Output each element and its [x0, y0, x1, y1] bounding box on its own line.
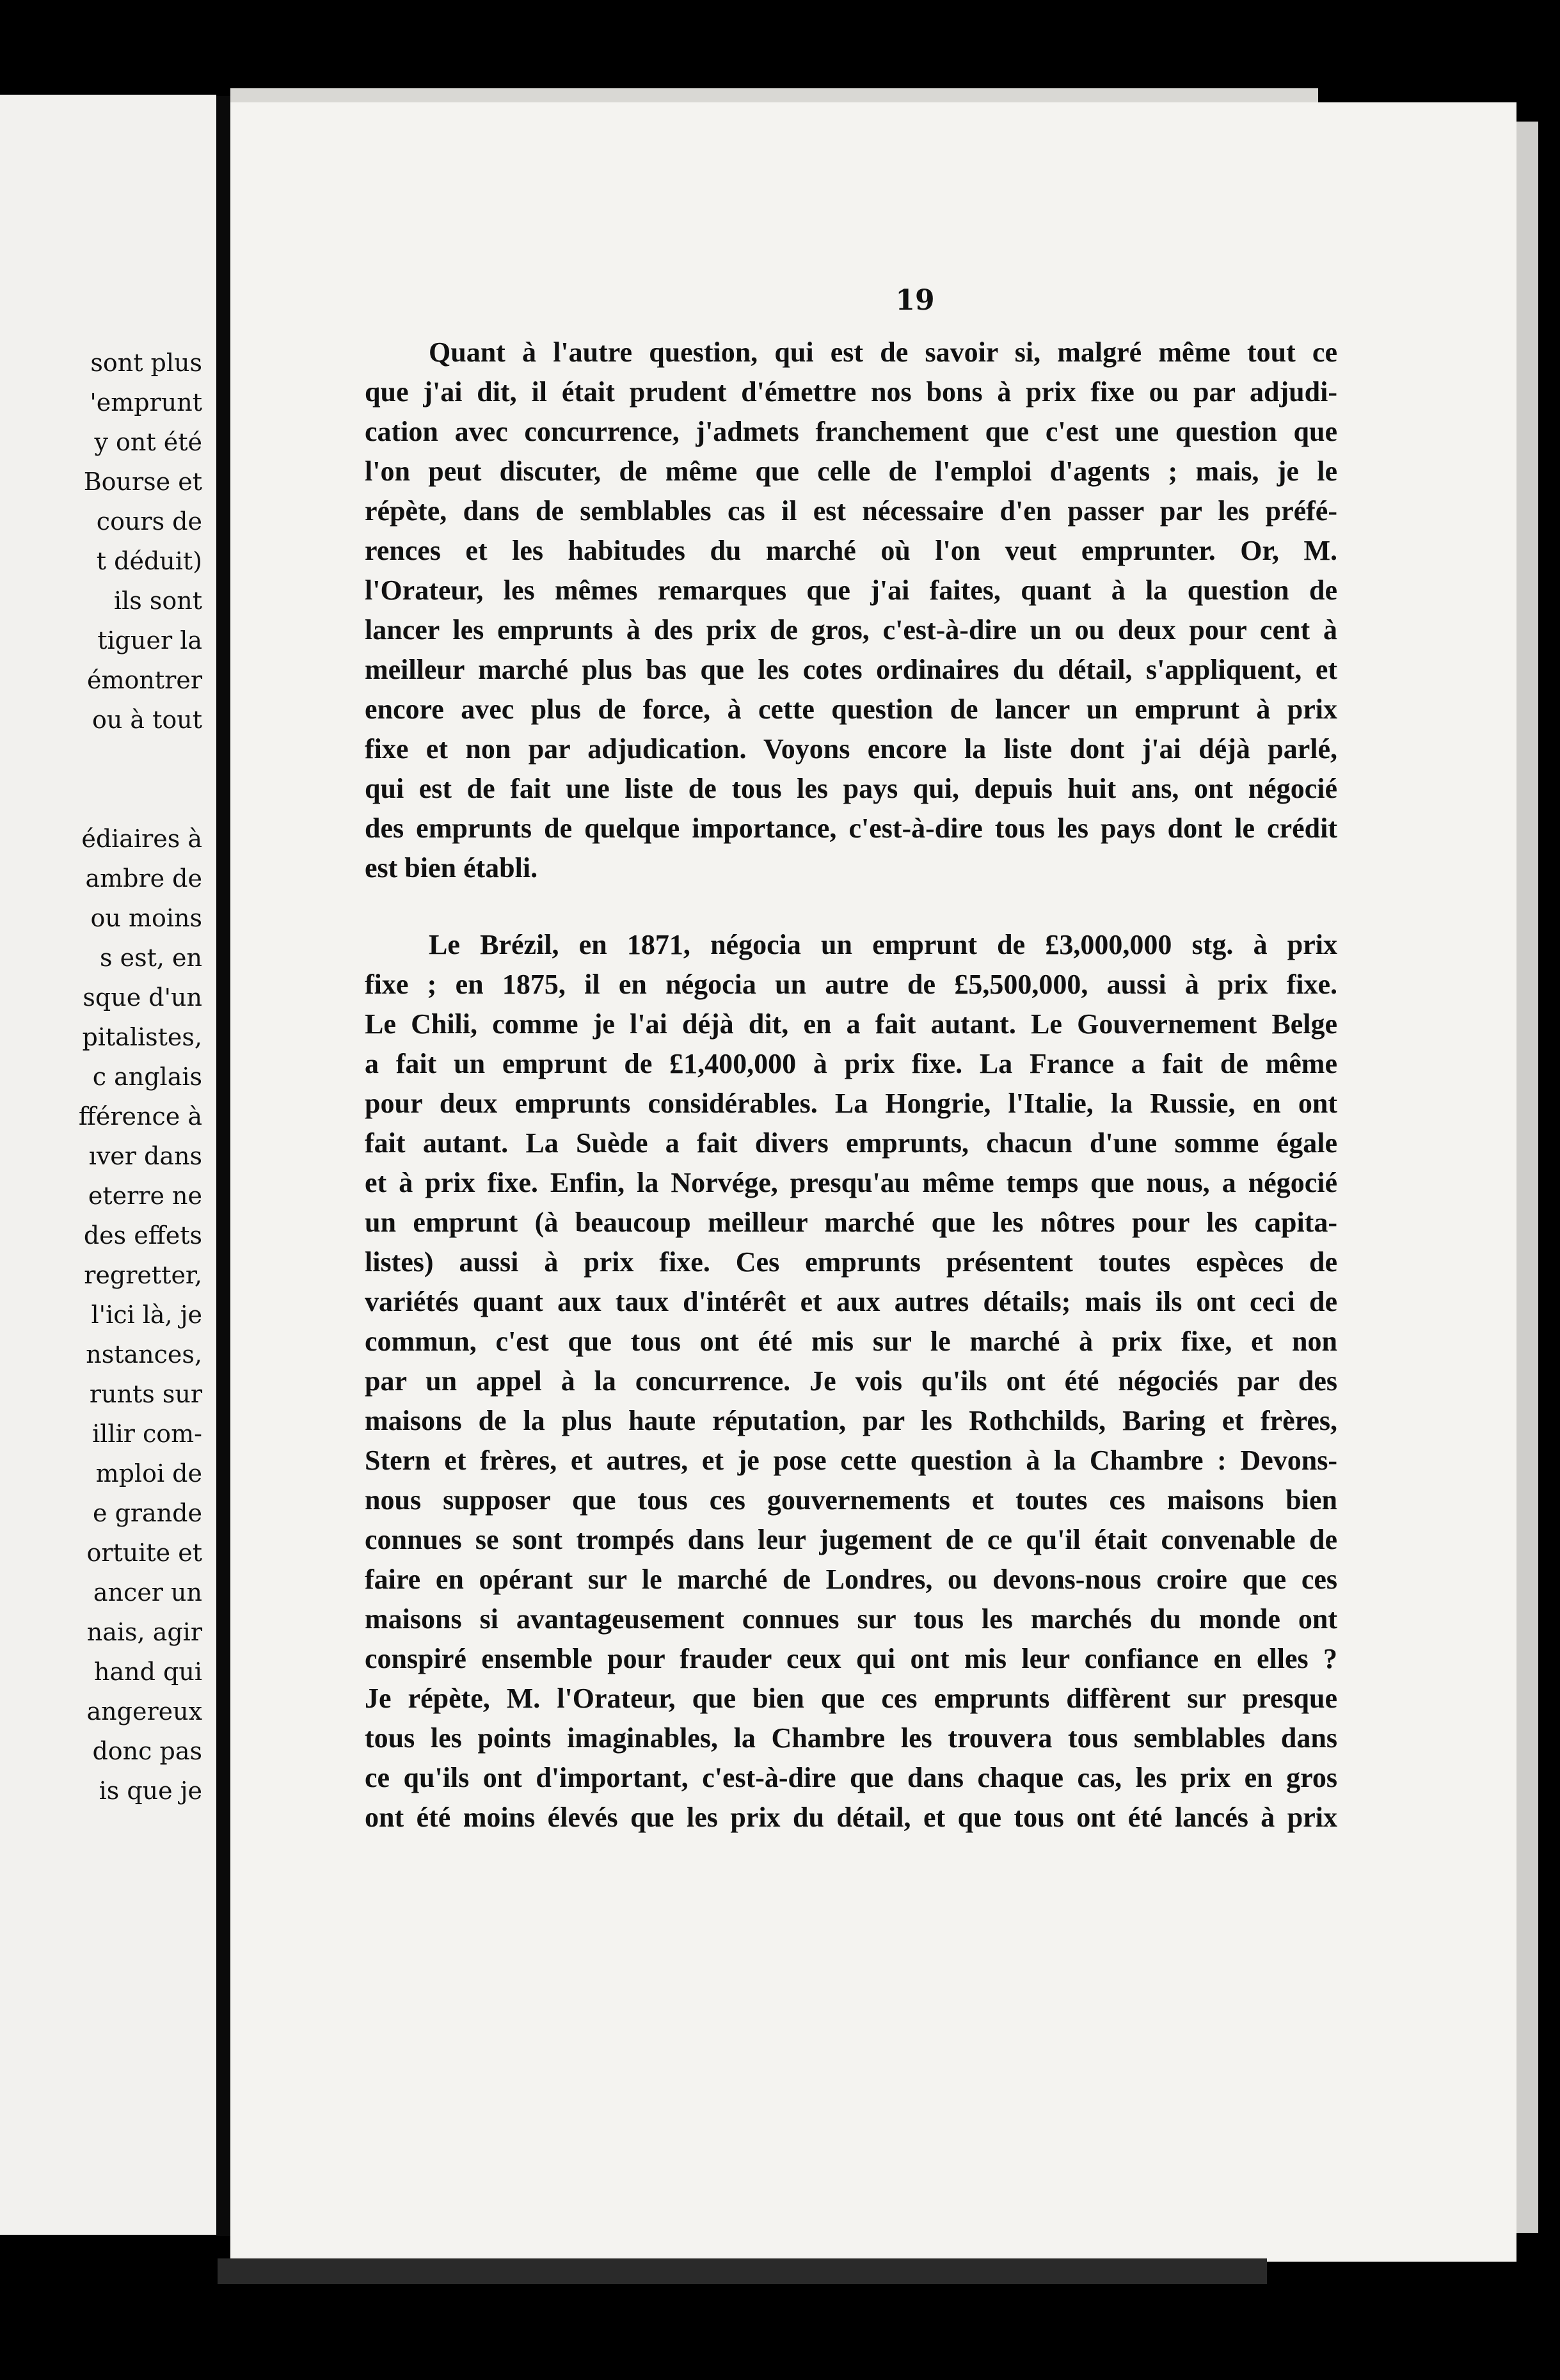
- previous-page-line: y ont été: [94, 428, 202, 456]
- text-line: tous les points imaginables, la Chambre les trouvera tous semblables dans: [365, 1722, 1337, 1754]
- previous-page-line: 'emprunt: [90, 388, 202, 416]
- text-line: l'on peut discuter, de même que celle de l'emploi d'agents ; mais, je le: [365, 456, 1337, 487]
- previous-page-line: ou moins: [90, 904, 202, 932]
- previous-page-line: émontrer: [87, 666, 202, 694]
- previous-page-gap: [0, 740, 202, 819]
- text-line: et à prix fixe. Enfin, la Norvége, presqu'au même temps que nous, a négocié: [365, 1167, 1337, 1198]
- main-page: [230, 102, 1516, 2262]
- previous-page-line: ortuite et: [86, 1539, 202, 1567]
- text-line: meilleur marché plus bas que les cotes ordinaires du détail, s'appliquent, et: [365, 654, 1337, 685]
- text-line: listes) aussi à prix fixe. Ces emprunts présentent toutes espèces de: [365, 1246, 1337, 1278]
- text-line: conspiré ensemble pour frauder ceux qui ont mis leur confiance en elles ?: [365, 1643, 1337, 1674]
- text-line: est bien établi.: [365, 852, 538, 884]
- previous-page-line: is que je: [99, 1777, 202, 1805]
- text-line: a fait un emprunt de £1,400,000 à prix fixe. La France a fait de même: [365, 1048, 1337, 1079]
- text-line: Le Chili, comme je l'ai déjà dit, en a fait autant. Le Gouvernement Belge: [365, 1008, 1337, 1040]
- text-line: maisons de la plus haute réputation, par les Rothchilds, Baring et frères,: [365, 1405, 1337, 1436]
- previous-page-line: sont plus: [90, 349, 202, 377]
- text-line: pour deux emprunts considérables. La Hongrie, l'Italie, la Russie, en ont: [365, 1088, 1337, 1119]
- page-body: [365, 333, 1337, 1837]
- paragraph-gap: [365, 888, 1337, 925]
- text-line: que j'ai dit, il était prudent d'émettre nos bons à prix fixe ou par adjudi-: [365, 376, 1337, 408]
- text-line: variétés quant aux taux d'intérêt et aux autres détails; mais ils ont ceci de: [365, 1286, 1337, 1317]
- text-line: Quant à l'autre question, qui est de savoir si, malgré même tout ce: [429, 337, 1337, 368]
- text-line: par un appel à la concurrence. Je vois qu'ils ont été négociés par des: [365, 1365, 1337, 1397]
- text-line: un emprunt (à beaucoup meilleur marché que les nôtres pour les capita-: [365, 1207, 1337, 1238]
- previous-page-line: l'ici là, je: [91, 1301, 202, 1329]
- previous-page-line: tiguer la: [97, 626, 202, 654]
- text-line: commun, c'est que tous ont été mis sur le marché à prix fixe, et non: [365, 1326, 1337, 1357]
- previous-page-line: cours de: [96, 507, 202, 536]
- previous-page-text: [0, 343, 202, 1811]
- page-top-edge: [230, 88, 1318, 102]
- text-line: faire en opérant sur le marché de Londres, ou devons-nous croire que ces: [365, 1564, 1337, 1595]
- text-line: cation avec concurrence, j'admets franchement que c'est une question que: [365, 416, 1337, 447]
- previous-page-line: angereux: [86, 1697, 202, 1726]
- previous-page-line: Bourse et: [83, 468, 202, 496]
- text-line: encore avec plus de force, à cette question de lancer un emprunt à prix: [365, 694, 1337, 725]
- previous-page-line: runts sur: [89, 1380, 202, 1408]
- text-line: rences et les habitudes du marché où l'on veut emprunter. Or, M.: [365, 535, 1337, 566]
- page-right-edge: [1516, 122, 1538, 2233]
- previous-page-line: e grande: [93, 1499, 202, 1527]
- text-line: répète, dans de semblables cas il est nécessaire d'en passer par les préfé-: [365, 495, 1337, 527]
- previous-page-line: ambre de: [85, 864, 202, 892]
- previous-page-line: hand qui: [94, 1658, 202, 1686]
- previous-page-line: fférence à: [78, 1102, 202, 1130]
- text-line: ont été moins élevés que les prix du détail, et que tous ont été lancés à prix: [365, 1802, 1337, 1833]
- previous-page-line: ou à tout: [92, 706, 202, 734]
- previous-page-line: s est, en: [100, 944, 202, 972]
- text-line: maisons si avantageusement connues sur tous les marchés du monde ont: [365, 1603, 1337, 1635]
- text-line: fixe et non par adjudication. Voyons encore la liste dont j'ai déjà parlé,: [365, 733, 1337, 765]
- previous-page-line: ancer un: [93, 1578, 202, 1606]
- previous-page-line: c anglais: [92, 1063, 202, 1091]
- previous-page-line: ıver dans: [88, 1142, 202, 1170]
- paragraph-2: [365, 925, 1337, 1837]
- text-line: ce qu'ils ont d'important, c'est-à-dire que dans chaque cas, les prix en gros: [365, 1762, 1337, 1793]
- text-line: fixe ; en 1875, il en négocia un autre de £5,500,000, aussi à prix fixe.: [365, 969, 1337, 1000]
- text-line: l'Orateur, les mêmes remarques que j'ai faites, quant à la question de: [365, 575, 1337, 606]
- text-line: qui est de fait une liste de tous les pays qui, depuis huit ans, ont négocié: [365, 773, 1337, 804]
- previous-page-line: pitalistes,: [82, 1023, 202, 1051]
- text-line: Je répète, M. l'Orateur, que bien que ces emprunts diffèrent sur presque: [365, 1683, 1337, 1714]
- text-line: nous supposer que tous ces gouvernements et toutes ces maisons bien: [365, 1484, 1337, 1516]
- previous-page-line: illir com-: [92, 1420, 202, 1448]
- previous-page-line: donc pas: [92, 1737, 202, 1765]
- text-line: fait autant. La Suède a fait divers emprunts, chacun d'une somme égale: [365, 1127, 1337, 1159]
- text-line: Stern et frères, et autres, et je pose cette question à la Chambre : Devons-: [365, 1445, 1337, 1476]
- previous-page-line: t déduit): [96, 547, 202, 575]
- previous-page-line: eterre ne: [88, 1182, 202, 1210]
- previous-page-line: nstances,: [86, 1340, 202, 1368]
- previous-page-line: mploi de: [95, 1459, 202, 1488]
- previous-page-line: sque d'un: [83, 983, 202, 1012]
- previous-page-fragment: [0, 95, 216, 2235]
- text-line: lancer les emprunts à des prix de gros, c'est-à-dire un ou deux pour cent à: [365, 614, 1337, 646]
- text-line: connues se sont trompés dans leur jugement de ce qu'il était convenable de: [365, 1524, 1337, 1555]
- page-number: 19: [895, 284, 935, 317]
- page-bottom-edge: [218, 2258, 1267, 2284]
- text-line: des emprunts de quelque importance, c'est-à-dire tous les pays dont le crédit: [365, 813, 1337, 844]
- previous-page-line: nais, agir: [86, 1618, 202, 1646]
- previous-page-line: ils sont: [113, 587, 202, 615]
- paragraph-1: [365, 333, 1337, 888]
- previous-page-line: regretter,: [84, 1261, 202, 1289]
- previous-page-line: édiaires à: [81, 825, 202, 853]
- previous-page-line: des effets: [83, 1221, 202, 1250]
- text-line: Le Brézil, en 1871, négocia un emprunt de £3,000,000 stg. à prix: [429, 929, 1337, 960]
